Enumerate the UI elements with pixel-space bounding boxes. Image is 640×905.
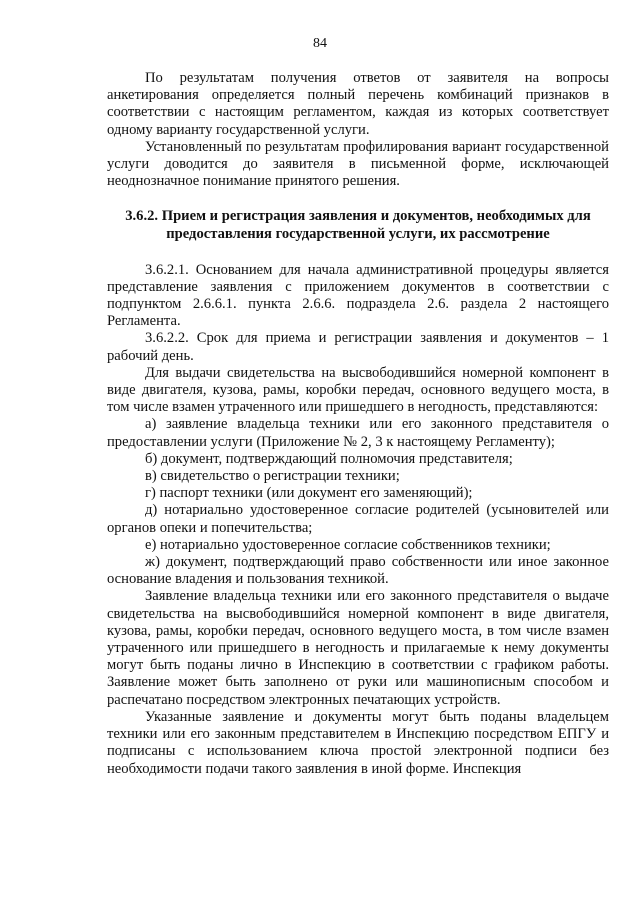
list-item: г) паспорт техники (или документ его заменяющий); <box>145 485 473 502</box>
section-paragraph-2: 3.6.2.2. Срок для приема и регистрации заявления и документов – 1 рабочий день. <box>107 330 609 364</box>
list-item: б) документ, подтверждающий полномочия представителя; <box>145 450 513 467</box>
section-paragraph-3: Для выдачи свидетельства на высвободившийся номерной компонент в виде двигателя, кузова, рамы, коробки передач, основного ведущего моста, в том числе взамен утраченного или пришедшего в негодность, представляются: <box>107 364 609 416</box>
list-item: д) нотариально удостоверенное согласие родителей (усыновителей или органов опеки и попечительства; <box>107 502 609 536</box>
section-heading: 3.6.2. Прием и регистрация заявления и документов, необходимых для предоставления государственной услуги, их рассмотрение <box>125 208 591 243</box>
list-item: а) заявление владельца техники или его законного представителя о предоставлении услуги (Приложение № 2, 3 к настоящему Регламенту); <box>107 416 609 450</box>
intro-paragraph-2: Установленный по результатам профилирования вариант государственной услуги доводится до заявителя в письменной форме, исключающей неоднозначное понимание принятого решения. <box>107 138 609 190</box>
document-list <box>107 416 609 588</box>
closing-paragraph-2: Указанные заявление и документы могут быть поданы владельцем техники или его законным представителем в Инспекцию посредством ЕПГУ и подписаны с использованием ключа простой электронной подписи без необходимости подачи такого заявления в иной форме. Инспекция <box>107 708 609 777</box>
list-item: е) нотариально удостоверенное согласие собственников техники; <box>145 536 551 553</box>
page-body <box>107 70 609 778</box>
list-item: ж) документ, подтверждающий право собственности или иное законное основание владения и пользования техникой. <box>107 554 609 588</box>
section-paragraph-1: 3.6.2.1. Основанием для начала административной процедуры является представление заявления с приложением документов в соответствии с подпунктом 2.6.6.1. пункта 2.6.6. подраздела 2.6. раздела 2 настоящего Регламента. <box>107 261 609 330</box>
intro-paragraph-1: По результатам получения ответов от заявителя на вопросы анкетирования определяется полный перечень комбинаций признаков в соответствии с настоящим регламентом, каждая из которых соответствует одному варианту государственной услуги. <box>107 70 609 138</box>
page-number: 84 <box>313 36 327 51</box>
closing-paragraph-1: Заявление владельца техники или его законного представителя о выдаче свидетельства на высвободившийся номерной компонент в виде двигателя, кузова, рамы, коробки передач, основного ведущего моста, в том числе взамен утраченного или пришедшего в негодность и прилагаемые к нему документы могут быть поданы лично в Инспекцию в соответствии с графиком работы. Заявление может быть заполнено от руки или машинописным способом и распечатано посредством электронных печатающих устройств. <box>107 588 609 708</box>
list-item: в) свидетельство о регистрации техники; <box>145 468 400 485</box>
